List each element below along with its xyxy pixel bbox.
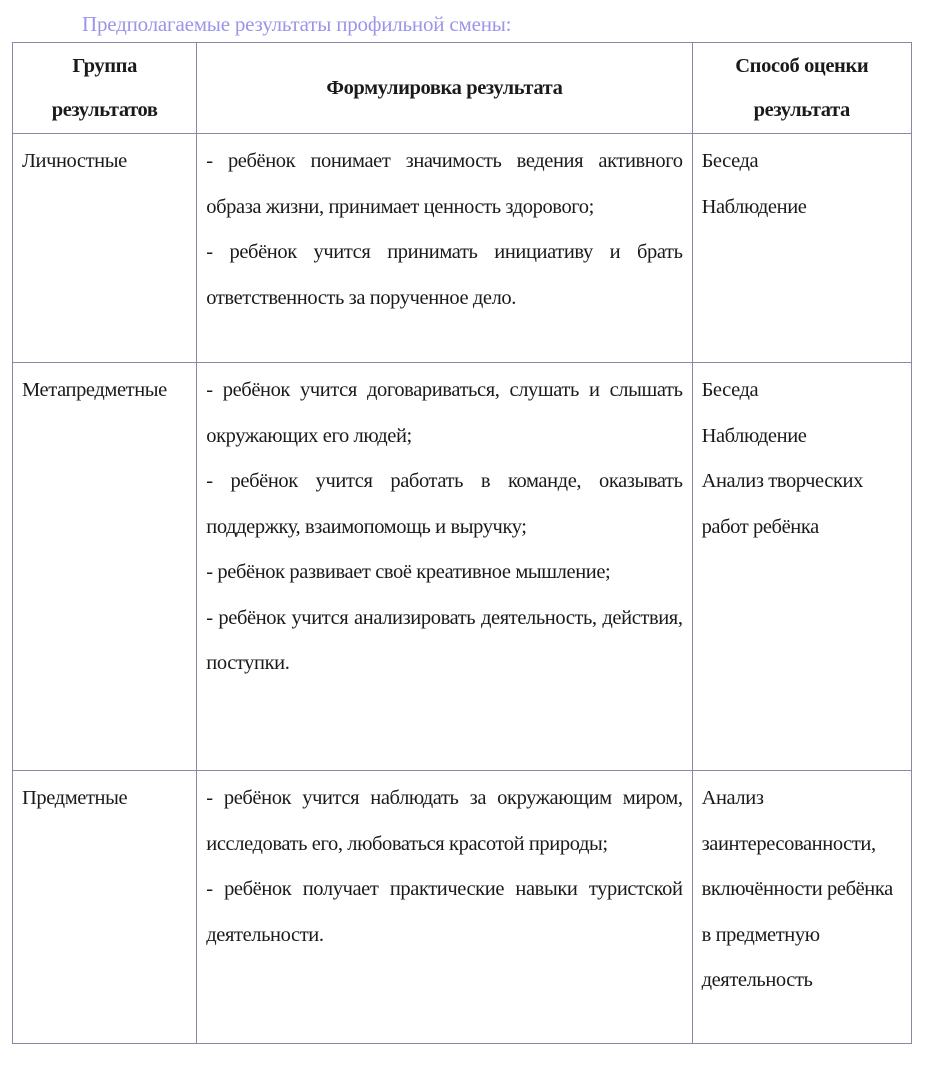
group-cell: Личностные (13, 134, 197, 363)
result-item: - ребёнок учится наблюдать за окружающим миром, исследовать его, любоваться красотой природы; (206, 787, 683, 855)
table-row (13, 363, 912, 771)
result-item: - ребёнок получает практические навыки туристской деятельности. (206, 878, 683, 946)
method-item: Анализ творческих работ ребёнка (701, 470, 863, 538)
results-cell (197, 771, 692, 1044)
result-item: - ребёнок учится анализировать деятельность, действия, поступки. (206, 606, 683, 674)
result-item: - ребёнок развивает своё креативное мышление; (206, 561, 611, 583)
methods-cell (692, 134, 911, 363)
results-cell (197, 134, 692, 363)
table-header-row (13, 43, 912, 134)
result-item: - ребёнок учится работать в команде, оказывать поддержку, взаимопомощь и выручку; (206, 470, 683, 538)
document-title: Предполагаемые результаты профильной смены: (82, 12, 512, 36)
table-row (13, 771, 912, 1044)
result-item: - ребёнок понимает значимость ведения активного образа жизни, принимает ценность здорового; (206, 150, 683, 218)
results-cell (197, 363, 692, 771)
result-item: - ребёнок учится принимать инициативу и брать ответственность за порученное дело. (206, 241, 683, 309)
results-table (12, 42, 912, 1044)
method-item: Наблюдение (701, 424, 807, 447)
methods-cell (692, 771, 911, 1044)
group-cell: Предметные (13, 771, 197, 1044)
result-item: - ребёнок учится договариваться, слушать и слышать окружающих его людей; (206, 379, 683, 447)
header-result: Формулировка результата (197, 43, 692, 134)
method-item: Беседа (701, 150, 759, 172)
method-item: Беседа (701, 379, 759, 401)
table-row (13, 134, 912, 363)
method-item: Анализ заинтересованности, включённости ребёнка в предметную деятельность (701, 787, 893, 991)
header-method: Способ оценки результата (692, 43, 911, 134)
methods-cell (692, 363, 911, 771)
group-cell: Метапредметные (13, 363, 197, 771)
header-group: Группа результатов (13, 43, 197, 134)
method-item: Наблюдение (701, 195, 807, 218)
